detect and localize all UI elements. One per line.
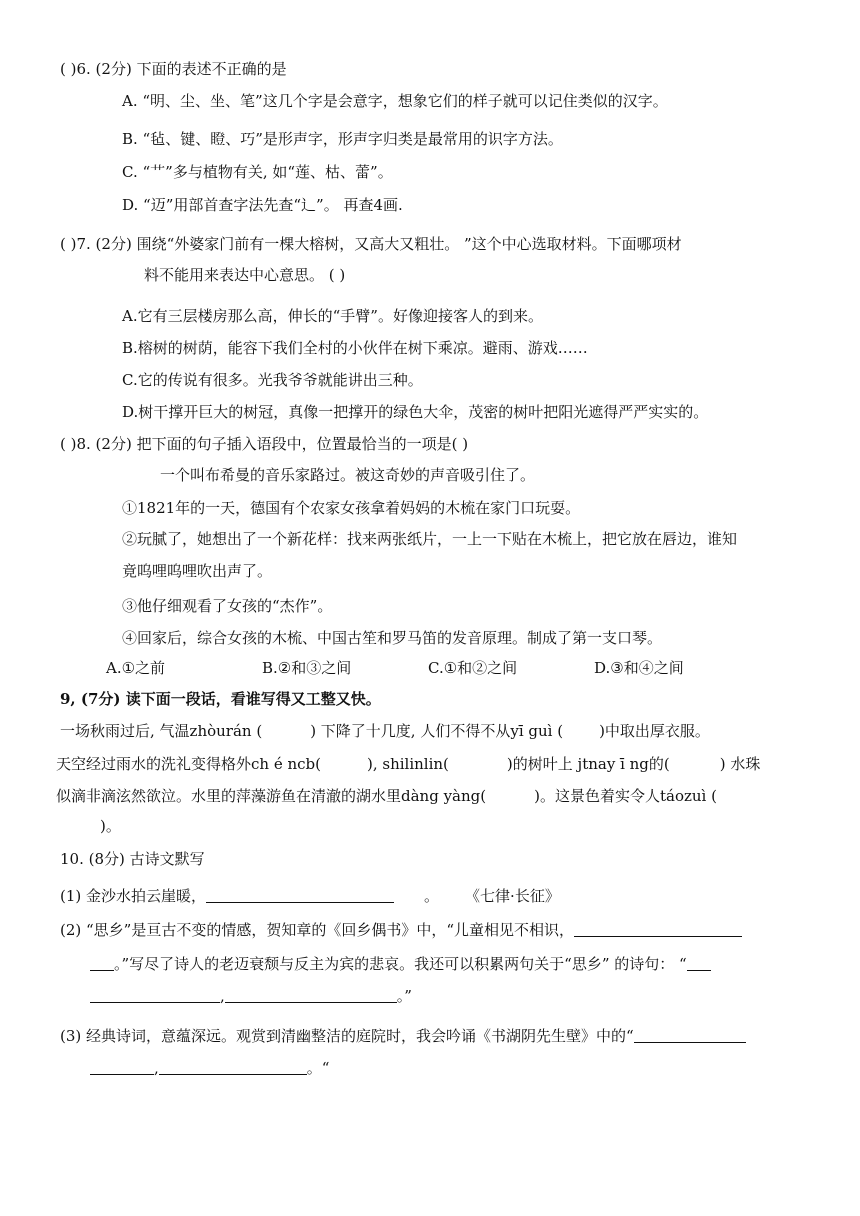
q10-blank-8[interactable] bbox=[159, 1058, 307, 1075]
q8-option-b: B.②和③之间 bbox=[262, 659, 352, 677]
q9-line2-b: ), shilinlin( bbox=[367, 755, 449, 773]
q10-item-3-line2 bbox=[90, 1058, 329, 1078]
q9-line-2 bbox=[56, 754, 760, 774]
q7-stem-line2: 料不能用来表达中心意思。 ( ) bbox=[144, 266, 346, 284]
q8-passage-4: ④回家后，综合女孩的木梳、中国古笙和罗马笛的发音原理。制成了第一支口琴。 bbox=[122, 629, 663, 647]
q9-line2-d: ) 水珠 bbox=[719, 755, 761, 773]
q10-blank-5[interactable] bbox=[225, 986, 397, 1003]
q9-line-1 bbox=[60, 721, 710, 741]
q10-blank-2b[interactable] bbox=[90, 954, 114, 971]
q9-line2-a: 天空经过雨水的洗礼变得格外ch é ncb( bbox=[56, 755, 321, 773]
q6-option-c: C. “艹”多与植物有关, 如“莲、枯、蕾”。 bbox=[122, 163, 393, 181]
q8-insert-sentence: 一个叫布希曼的音乐家路过。被这奇妙的声音吸引住了。 bbox=[160, 466, 536, 484]
q10-stem: 10. (8分) 古诗文默写 bbox=[60, 850, 205, 868]
q8-option-a: A.①之前 bbox=[106, 659, 166, 677]
q9-line-4: )。 bbox=[100, 817, 121, 835]
q8-passage-1: ①1821年的一天，德国有个农家女孩拿着妈妈的木梳在家门口玩耍。 bbox=[122, 499, 581, 517]
q10-item-2-line1 bbox=[60, 920, 742, 940]
q9-line2-c: )的树叶上 jtnay ī ng的( bbox=[506, 755, 670, 773]
q10-item3-a: (3) 经典诗词，意蕴深远。观赏到清幽整洁的庭院时，我会吟诵《书湖阴先生壁》中的“ bbox=[60, 1027, 634, 1045]
q9-line1-c: )中取出厚衣服。 bbox=[599, 722, 710, 740]
q10-item-2-line3 bbox=[90, 986, 412, 1006]
q8-passage-2a: ②玩腻了，她想出了一个新花样：找来两张纸片，一上一下贴在木梳上，把它放在唇边，谁知 bbox=[122, 530, 738, 548]
q10-item2-d: 。” bbox=[396, 987, 412, 1005]
q9-line1-b: ) 下降了十几度, 人们不得不从yī guì ( bbox=[310, 722, 564, 740]
q10-blank-2[interactable] bbox=[574, 920, 742, 937]
q9-stem: 9, (7分) 读下面一段话，看谁写得又工整又快。 bbox=[60, 690, 381, 708]
q10-item3-c: 。“ bbox=[306, 1059, 330, 1077]
q9-line3-a: 似滴非滴泫然欲泣。水里的萍藻游鱼在清澈的湖水里dàng yàng( bbox=[56, 787, 487, 805]
q10-item2-c: , bbox=[220, 987, 225, 1005]
q9-line-3 bbox=[56, 786, 717, 806]
q10-blank-3[interactable] bbox=[687, 954, 711, 971]
q10-item1-source: 《七律·长征》 bbox=[465, 887, 560, 905]
q10-item3-b: , bbox=[154, 1059, 159, 1077]
q7-option-d: D.树干撑开巨大的树冠，真像一把撑开的绿色大伞，茂密的树叶把阳光遮得严严实实的。 bbox=[122, 403, 709, 421]
q10-item1-b: 。 bbox=[424, 887, 440, 905]
q6-option-a: A. “明、尘、坐、笔”这几个字是会意字，想象它们的样子就可以记住类似的汉字。 bbox=[122, 92, 668, 110]
q6-option-d: D. “迈”用部首查字法先查“辶”。 再查4画. bbox=[122, 196, 403, 214]
q10-item-3-line1 bbox=[60, 1026, 746, 1046]
q10-blank-6[interactable] bbox=[634, 1026, 746, 1043]
q10-item2-a: (2) “思乡”是亘古不变的情感，贺知章的《回乡偶书》中，“儿童相见不相识， bbox=[60, 921, 575, 939]
q7-option-a: A.它有三层楼房那么高，伸长的“手臂”。好像迎接客人的到来。 bbox=[122, 307, 543, 325]
q7-stem-line1: ( )7. (2分) 围绕“外婆家门前有一棵大榕树，又高大又粗壮。 ”这个中心选取材料。下面哪项材 bbox=[60, 235, 682, 253]
q10-blank-7[interactable] bbox=[90, 1058, 154, 1075]
q10-item2-b: 。”写尽了诗人的老迈衰颓与反主为宾的悲哀。我还可以积累两句关于“思乡” 的诗句： “ bbox=[114, 955, 687, 973]
q9-line1-a: 一场秋雨过后, 气温zhòurán ( bbox=[60, 722, 263, 740]
q10-item-2-line2 bbox=[90, 954, 711, 974]
q10-blank-4[interactable] bbox=[90, 986, 220, 1003]
q10-blank-1[interactable] bbox=[206, 886, 394, 903]
q8-option-d: D.③和④之间 bbox=[594, 659, 684, 677]
q10-item1-a: (1) 金沙水拍云崖暖， bbox=[60, 887, 207, 905]
q7-option-c: C.它的传说有很多。光我爷爷就能讲出三种。 bbox=[122, 371, 423, 389]
q10-item-1 bbox=[60, 886, 560, 906]
q7-option-b: B.榕树的树荫，能容下我们全村的小伙伴在树下乘凉。避雨、游戏…… bbox=[122, 339, 588, 357]
q8-stem: ( )8. (2分) 把下面的句子插入语段中，位置最恰当的一项是( ) bbox=[60, 435, 469, 453]
q6-stem: ( )6. (2分) 下面的表述不正确的是 bbox=[60, 60, 287, 78]
q8-passage-3: ③他仔细观看了女孩的“杰作”。 bbox=[122, 597, 333, 615]
q8-option-c: C.①和②之间 bbox=[428, 659, 518, 677]
q6-option-b: B. “毡、键、瞪、巧”是形声字，形声字归类是最常用的识字方法。 bbox=[122, 130, 563, 148]
q9-line3-b: )。这景色着实令人táozuì ( bbox=[534, 787, 717, 805]
q8-passage-2b: 竟呜哩呜哩吹出声了。 bbox=[122, 562, 273, 580]
